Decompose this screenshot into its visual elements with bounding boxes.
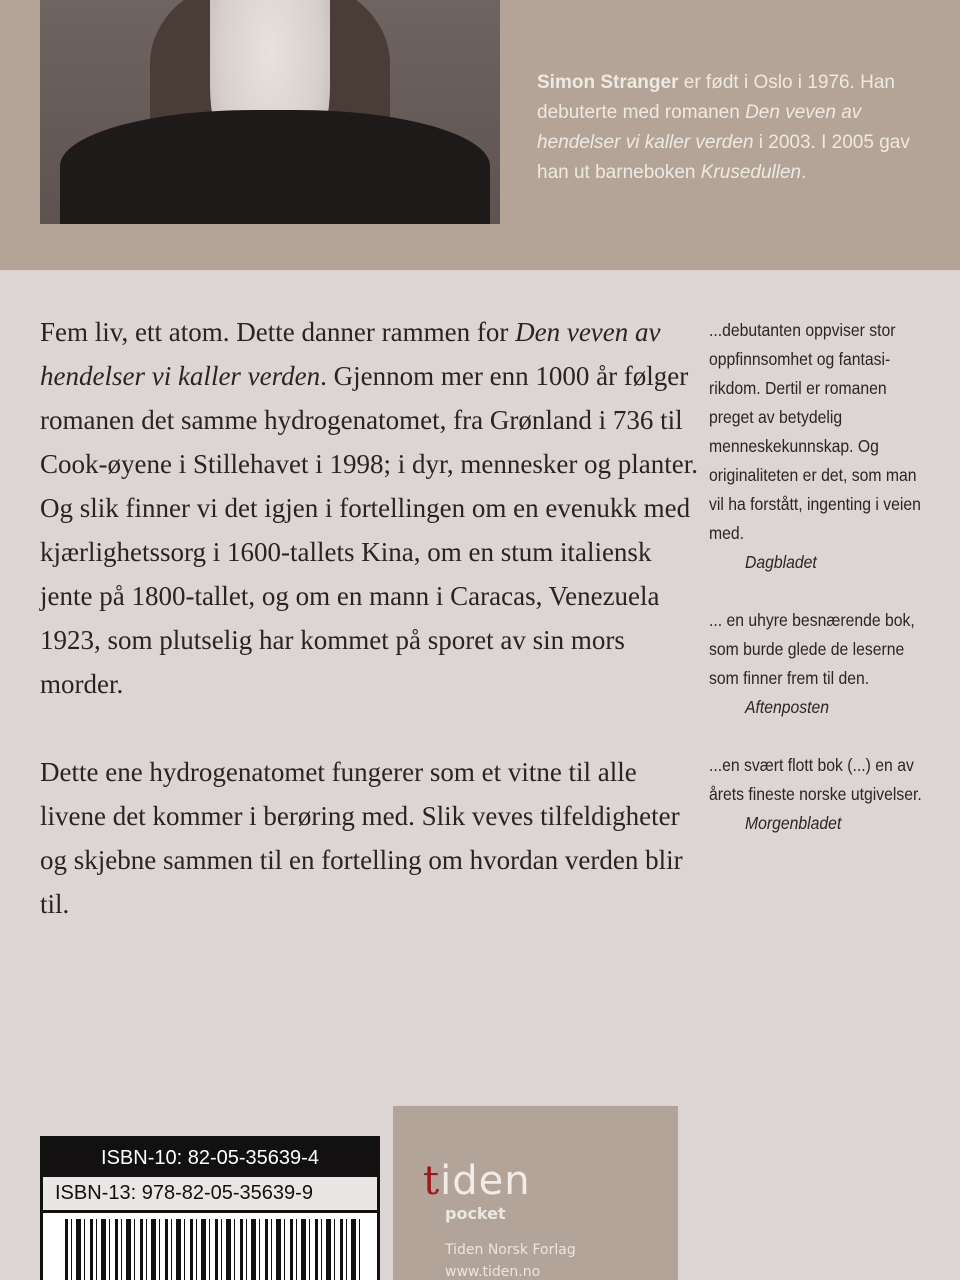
publisher-box <box>393 1106 678 1280</box>
publisher-name: Tiden Norsk Forlag <box>445 1242 576 1258</box>
barcode-box <box>40 1136 380 1280</box>
blurb <box>40 310 700 970</box>
imprint-label: pocket <box>445 1204 506 1223</box>
quote-text: ...en svært flott bok (...) en av årets fineste norske utgivelser. <box>709 755 922 804</box>
review-quote <box>709 751 934 838</box>
book-title: Den veven av hendelser vi kaller verden <box>40 317 661 391</box>
bio-text: i 2003. I 2005 gav han ut barneboken <box>537 132 910 183</box>
blurb-paragraph-2: Dette ene hydrogenatomet fungerer som et vitne til alle livene det kommer i berøring med. Slik veves tilfeldigheter og skjebne sammen til en fortelling om hvordan verden blir til. <box>40 757 683 919</box>
quote-source: Dagbladet <box>745 552 817 572</box>
logo-accent-letter: t <box>423 1158 441 1204</box>
review-quote <box>709 316 934 577</box>
blurb-paragraph-1 <box>40 310 700 706</box>
author-bio <box>537 68 937 188</box>
quote-text: ... en uhyre besnærende bok, som burde glede de leserne som finner frem til den. <box>709 610 915 688</box>
quote-source: Morgenbladet <box>745 813 842 833</box>
blurb-text: . Gjennom mer enn 1000 år følger romanen det samme hydrogenatomet, fra Grønland i 736 til Cook-øyene i Stillehavet i 1998; i dyr, mennesker og planter. Og slik finner vi det igjen i fortellingen om en evenukk med kjærlighetssorg i 1600-tallets Kina, om en stum italiensk jente på 1800-tallet, og om en mann i Caracas, Venezuela 1923, som plutselig har kommet på sporet av sin mors morder. <box>40 361 699 699</box>
logo-text: iden <box>440 1158 531 1204</box>
quote-text: ...debutanten oppviser stor oppfinnsomhet og fantasi-rikdom. Dertil er romanen preget av betydelig menneskekunnskap. Og originaliteten er det, som man vil ha forstått, ingenting i veien med. <box>709 320 921 543</box>
author-photo <box>40 0 500 224</box>
review-quotes <box>709 316 934 867</box>
barcode-icon <box>65 1219 361 1280</box>
photo-sweater <box>60 110 490 224</box>
bio-text: er født i Oslo i 1976. Han debuterte med romanen <box>537 72 895 123</box>
isbn-10: ISBN-10: 82-05-35639-4 <box>43 1139 377 1177</box>
publisher-url: www.tiden.no <box>445 1264 541 1280</box>
author-band <box>0 0 960 270</box>
quote-source: Aftenposten <box>745 697 830 717</box>
bio-text: . <box>801 162 807 183</box>
author-name: Simon Stranger <box>537 72 679 93</box>
bio-title-debut: Den veven av hendelser vi kaller verden <box>537 102 862 153</box>
review-quote <box>709 606 934 722</box>
publisher-logo <box>423 1158 531 1204</box>
blurb-text: Fem liv, ett atom. Dette danner rammen for <box>40 317 516 347</box>
isbn-13: ISBN-13: 978-82-05-35639-9 <box>43 1177 377 1213</box>
bio-title-childrens-book: Krusedullen <box>700 162 802 183</box>
